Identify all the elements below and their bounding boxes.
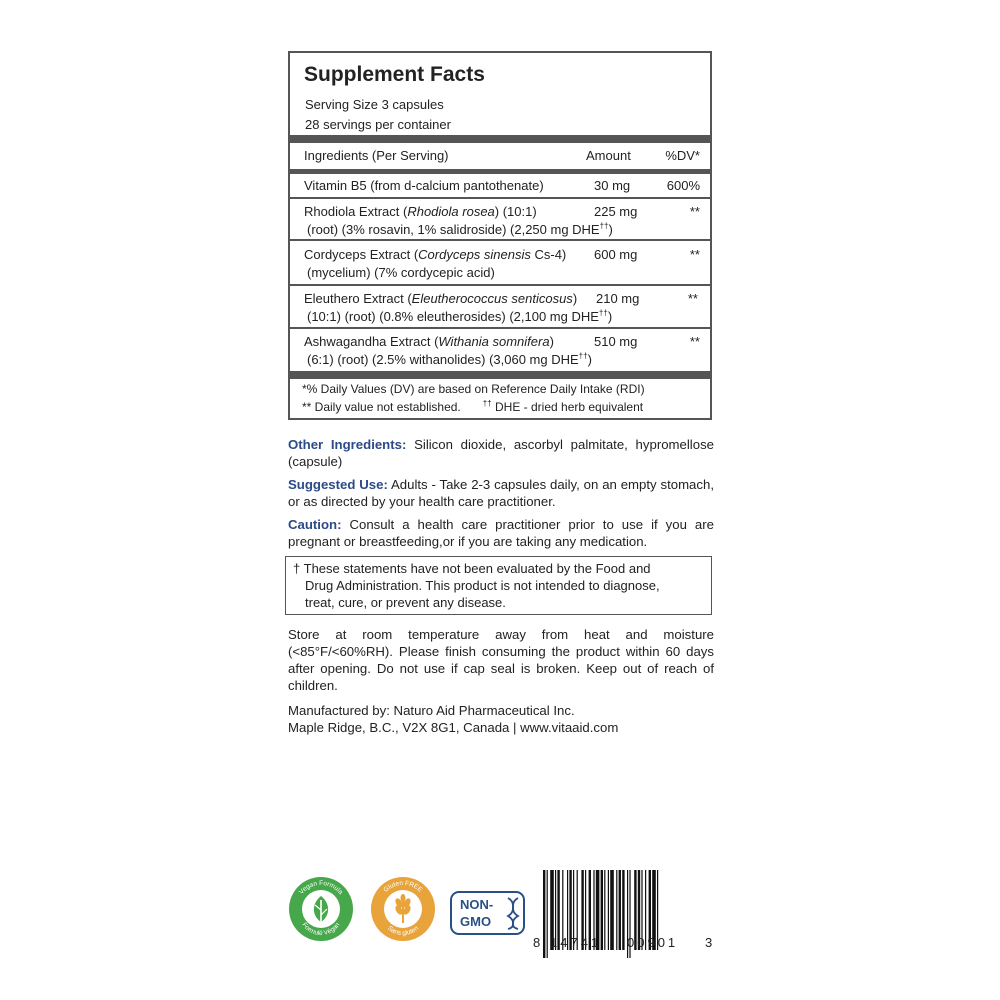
- suggested-use: Suggested Use: Adults - Take 2-3 capsules daily, on an empty stomach, or as directed by your health care practitioner.: [288, 477, 714, 509]
- ingredient-amount: 225 mg: [594, 204, 638, 219]
- svg-text:Formulé Végan: Formulé Végan: [300, 921, 342, 938]
- ingredient-name: Vitamin B5 (from d-calcium pantothenate): [304, 178, 544, 193]
- ingredient-amount: 210 mg: [596, 291, 640, 306]
- thick-divider: [290, 135, 710, 143]
- ingredient-dv: **: [689, 204, 700, 219]
- row-divider: [290, 284, 710, 286]
- barcode-digit-last: 3: [705, 935, 713, 950]
- ingredient-detail: (mycelium) (7% cordycepic acid): [307, 265, 495, 280]
- barcode-digit-first: 8: [533, 935, 541, 950]
- non-gmo-badge: [450, 891, 525, 935]
- serving-size: Serving Size 3 capsules: [305, 97, 444, 112]
- table-header: [290, 144, 710, 168]
- ingredient-detail: (6:1) (root) (2.5% withanolides) (3,060 mg DHE††): [307, 351, 592, 367]
- header-amount: Amount: [586, 148, 631, 163]
- ingredient-name: Ashwagandha Extract (Withania somnifera): [304, 334, 554, 349]
- barcode-digits-right: 00901: [627, 935, 679, 950]
- svg-text:Gluten FREE: Gluten FREE: [382, 879, 424, 894]
- dna-icon: [505, 896, 521, 930]
- storage-instructions: Store at room temperature away from heat and moisture (<85°F/<60%RH). Please finish consuming the product within 60 days after opening. Do not use if cap seal is broken. Keep out of reach of children.: [288, 627, 714, 693]
- header-dv: %DV*: [665, 148, 700, 163]
- ingredient-amount: 30 mg: [594, 178, 631, 193]
- ingredient-detail: (root) (3% rosavin, 1% salidroside) (2,250 mg DHE††): [307, 221, 613, 237]
- leaf-icon: [302, 890, 340, 928]
- gluten-free-badge: [371, 877, 435, 941]
- ingredient-dv: **: [689, 334, 700, 349]
- svg-text:Vegan Formula: Vegan Formula: [298, 879, 345, 896]
- footnote-dv: *% Daily Values (DV) are based on Reference Daily Intake (RDI): [302, 382, 645, 396]
- wheat-icon: [384, 890, 422, 928]
- ingredient-detail: (10:1) (root) (0.8% eleutherosides) (2,100 mg DHE††): [307, 308, 613, 324]
- svg-text:Sans gluten: Sans gluten: [386, 924, 420, 938]
- header-ingredients: Ingredients (Per Serving): [304, 148, 449, 163]
- supplement-facts-panel: [288, 51, 712, 420]
- caution: Caution: Consult a health care practitioner prior to use if you are pregnant or breastfeeding,or if you are taking any medication.: [288, 517, 714, 549]
- fda-disclaimer: [285, 556, 712, 615]
- non-gmo-text-2: GMO: [460, 914, 492, 929]
- dagger-symbol: †: [293, 561, 301, 576]
- other-ingredients: Other Ingredients: Silicon dioxide, ascorbyl palmitate, hypromellose (capsule): [288, 437, 714, 469]
- supplement-facts-title: Supplement Facts: [304, 63, 485, 86]
- row-divider: [290, 327, 710, 329]
- ingredient-amount: 510 mg: [594, 334, 638, 349]
- non-gmo-text-1: NON-: [460, 897, 494, 912]
- manufacturer-info: Manufactured by: Naturo Aid Pharmaceutical Inc. Maple Ridge, B.C., V2X 8G1, Canada | www.vitaaid.com: [288, 703, 619, 735]
- ingredient-dv: **: [689, 247, 700, 262]
- thick-divider: [290, 371, 710, 379]
- ingredient-dv: 600%: [666, 178, 700, 193]
- disclaimer-text: † These statements have not been evaluated by the Food and Drug Administration. This product is not intended to diagnose, treat, cure, or prevent any disease.: [293, 561, 660, 610]
- row-divider: [290, 239, 710, 241]
- footnote-not-established: ** Daily value not established. †† DHE - dried herb equivalent: [302, 399, 644, 414]
- header-divider: [290, 169, 710, 174]
- ingredient-name: Eleuthero Extract (Eleutherococcus senticosus): [304, 291, 578, 306]
- vegan-formula-badge: [289, 877, 353, 941]
- servings-per-container: 28 servings per container: [305, 117, 451, 132]
- barcode-digits-left: 14741: [550, 935, 602, 950]
- ingredient-dv: **: [687, 291, 698, 306]
- ingredient-name: Rhodiola Extract (Rhodiola rosea) (10:1): [304, 204, 537, 219]
- row-divider: [290, 197, 710, 199]
- ingredient-name: Cordyceps Extract (Cordyceps sinensis Cs-4): [304, 247, 567, 262]
- ingredient-amount: 600 mg: [594, 247, 638, 262]
